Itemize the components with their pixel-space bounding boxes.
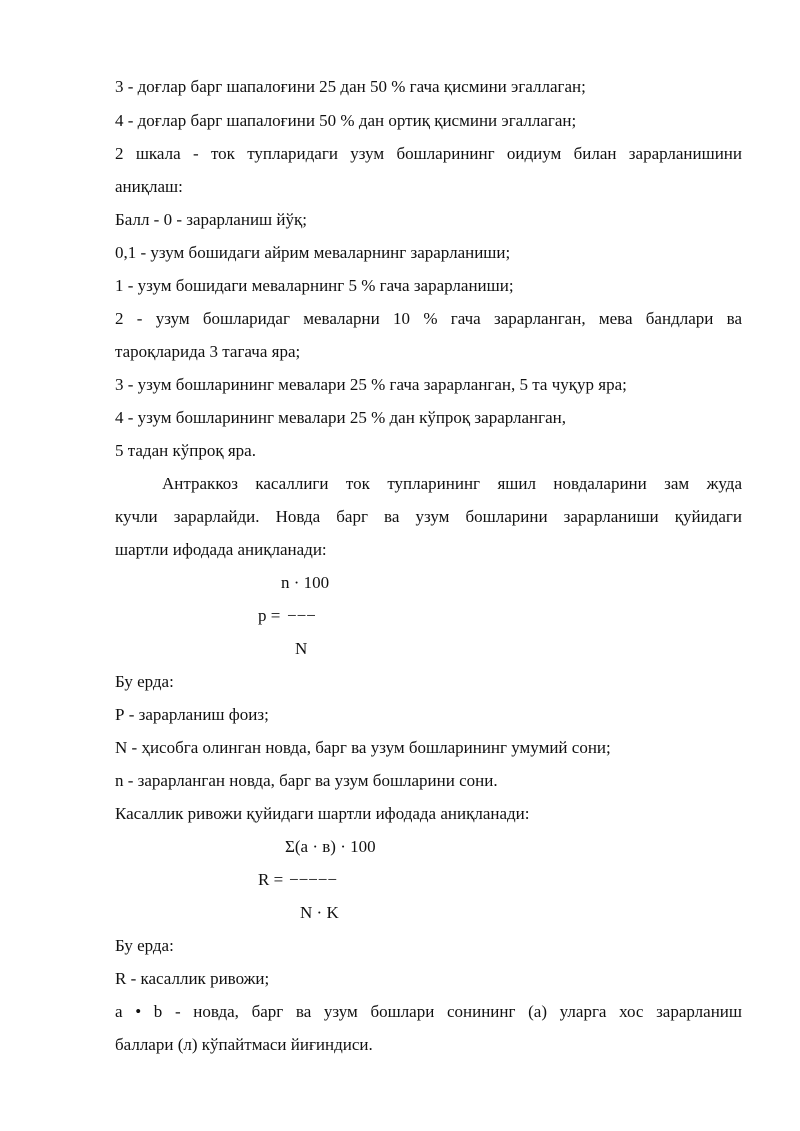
formula2-lhs: R = bbox=[258, 870, 284, 889]
text-line: Бу ерда: bbox=[115, 672, 174, 691]
formula1-denominator: N bbox=[295, 639, 308, 658]
text-line: Бу ерда: bbox=[115, 936, 174, 955]
text-line: 4 - узум бошларининг мевалари 25 % дан кўпроқ зарарланган, bbox=[115, 408, 567, 427]
text-line: тароқларида 3 тагача яра; bbox=[115, 342, 301, 361]
text-line: баллари (л) кўпайтмаси йиғиндиси. bbox=[115, 1035, 373, 1054]
text-line: 4 - доғлар барг шапалоғини 50 % дан ортиқ қисмини эгаллаган; bbox=[115, 111, 577, 130]
formula2-numerator: Σ(a · в) · 100 bbox=[285, 837, 376, 856]
text-line: a • b - новда, барг ва узум бошлари сонининг (а) уларга хос зарарланиш bbox=[115, 1002, 742, 1021]
text-line: n - зарарланган новда, барг ва узум бошларини сони. bbox=[115, 771, 498, 790]
formula2-fraction-bar: −−−−− bbox=[289, 870, 337, 889]
text-line: 3 - узум бошларининг мевалари 25 % гача зарарланган, 5 та чуқур яра; bbox=[115, 375, 627, 394]
text-line: Р - зарарланиш фоиз; bbox=[115, 705, 269, 724]
text-line: Касаллик ривожи қуйидаги шартли ифодада аниқланади: bbox=[115, 804, 530, 823]
formula1-numerator: n · 100 bbox=[281, 573, 330, 592]
formula1-lhs: p = bbox=[258, 606, 281, 625]
text-line: N - ҳисобга олинган новда, барг ва узум бошларининг умумий сони; bbox=[115, 738, 611, 757]
text-line: R - касаллик ривожи; bbox=[115, 969, 270, 988]
paragraph-first-line: Антраккоз касаллиги ток тупларининг яшил новдаларини зам жуда bbox=[162, 474, 742, 493]
text-line: кучли зарарлайди. Новда барг ва узум бошларини зарарланиши қуйидаги bbox=[115, 507, 742, 526]
text-line: 0,1 - узум бошидаги айрим меваларнинг зарарланиши; bbox=[115, 243, 511, 262]
text-line: шартли ифодада аниқланади: bbox=[115, 540, 327, 559]
text-line: 1 - узум бошидаги меваларнинг 5 % гача зарарланиши; bbox=[115, 276, 514, 295]
formula1-fraction-bar: −−− bbox=[287, 606, 316, 625]
text-line: 5 тадан кўпроқ яра. bbox=[115, 441, 256, 460]
text-line: аниқлаш: bbox=[115, 177, 183, 196]
text-line: 3 - доғлар барг шапалоғини 25 дан 50 % гача қисмини эгаллаган; bbox=[115, 77, 586, 96]
formula2-denominator: N · K bbox=[300, 903, 339, 922]
text-line: Балл - 0 - зарарланиш йўқ; bbox=[115, 210, 307, 229]
text-line: 2 шкала - ток тупларидаги узум бошларининг оидиум билан зарарланишини bbox=[115, 144, 742, 163]
text-line: 2 - узум бошларидаг меваларни 10 % гача зарарланган, мева бандлари ва bbox=[115, 309, 742, 328]
